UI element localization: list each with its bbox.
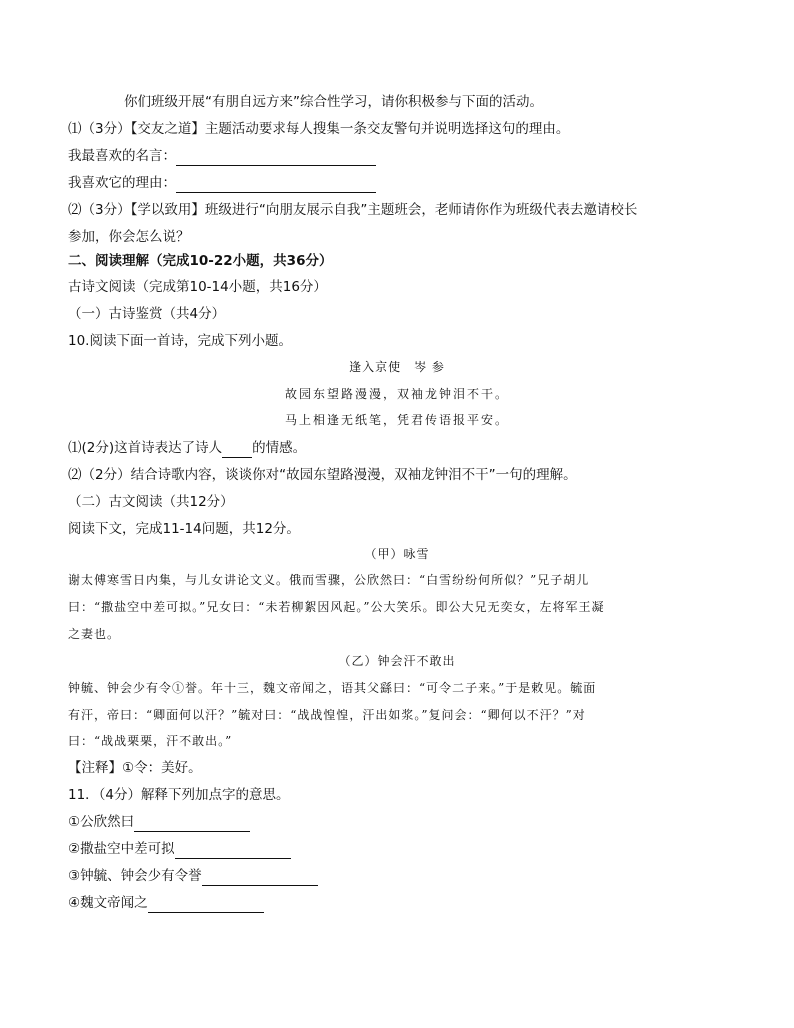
part2-heading: （二）古文阅读（共12分） xyxy=(68,494,234,510)
yi-title: （乙）钟会汗不敢出 xyxy=(338,654,456,668)
q11-stem: 11．（4分）解释下列加点字的意思。 xyxy=(68,787,290,803)
q1-label-a: 我最喜欢的名言： xyxy=(68,148,176,164)
q1-label-b: 我喜欢它的理由： xyxy=(68,175,176,191)
q11-item xyxy=(68,893,264,913)
answer-blank[interactable] xyxy=(202,869,318,886)
note-text: 【注释】①令：美好。 xyxy=(68,760,202,776)
intro-text: 你们班级开展“有朋自远方来”综合性学习，请你积极参与下面的活动。 xyxy=(124,94,543,110)
jia-title: （甲）咏雪 xyxy=(364,547,430,561)
q10-sub-b: ⑵（2分）结合诗歌内容，谈谈你对“故园东望路漫漫，双袖龙钟泪不干”一句的理解。 xyxy=(68,467,577,483)
part1-heading: （一）古诗鉴赏（共4分） xyxy=(68,306,226,322)
answer-blank[interactable] xyxy=(222,441,252,458)
poem-line2: 马上相逢无纸笔，凭君传语报平安。 xyxy=(284,413,509,427)
answer-blank[interactable] xyxy=(134,815,250,832)
q1-text: ⑴（3分）【交友之道】主题活动要求每人搜集一条交友警句并说明选择这句的理由。 xyxy=(68,121,570,137)
jia-line3: 之妻也。 xyxy=(68,627,121,641)
answer-blank[interactable] xyxy=(148,896,264,913)
yi-line1: 钟毓、钟会少有令①誉。年十三，魏文帝闻之，语其父繇曰：“可令二子来。”于是敕见。毓面 xyxy=(68,681,597,695)
answer-blank[interactable] xyxy=(175,842,291,859)
q11-item-label: ④魏文帝闻之 xyxy=(68,895,148,911)
jia-line1: 谢太傅寒雪日内集，与儿女讲论文义。俄而雪骤，公欣然曰：“白雪纷纷何所似？”兄子胡儿 xyxy=(68,573,590,587)
q10-sub-a-after: 的情感。 xyxy=(252,440,307,456)
q10-text: 10.阅读下面一首诗，完成下列小题。 xyxy=(68,333,292,349)
answer-blank[interactable] xyxy=(176,176,376,193)
q11-item-label: ③钟毓、钟会少有令誉 xyxy=(68,868,202,884)
q2-line1: ⑵（3分）【学以致用】班级进行“向朋友展示自我”主题班会，老师请你作为班级代表去邀请校长 xyxy=(68,202,638,218)
q2-line2: 参加，你会怎么说？ xyxy=(68,229,190,245)
q11-item-label: ①公欣然曰 xyxy=(68,814,135,830)
part2-instr: 阅读下文，完成11-14问题，共12分。 xyxy=(68,521,300,537)
q11-item xyxy=(68,839,291,859)
yi-line2: 有汗，帝曰：“卿面何以汗？”毓对曰：“战战惶惶，汗出如浆。”复问会：“卿何以不汗？”对 xyxy=(68,708,586,722)
yi-line3: 曰：“战战栗栗，汗不敢出。” xyxy=(68,734,233,748)
poem-line1: 故园东望路漫漫，双袖龙钟泪不干。 xyxy=(284,387,509,401)
section2-heading: 二、阅读理解（完成10-22小题，共36分） xyxy=(68,253,333,269)
q1-answer-b xyxy=(68,173,376,193)
jia-line2: 曰：“撒盐空中差可拟。”兄女曰：“未若柳絮因风起。”公大笑乐。即公大兄无奕女，左将军王凝 xyxy=(68,600,605,614)
section2-sub: 古诗文阅读（完成第10-14小题，共16分） xyxy=(68,279,327,295)
poem-title: 逢入京使 岑 参 xyxy=(349,360,445,374)
q10-sub-a-before: ⑴(2分)这首诗表达了诗人 xyxy=(68,440,223,456)
q11-item xyxy=(68,866,318,886)
q11-item-label: ②撒盐空中差可拟 xyxy=(68,841,175,857)
q10-sub-a xyxy=(68,438,306,458)
answer-blank[interactable] xyxy=(176,149,376,166)
q1-answer-a xyxy=(68,146,376,166)
q11-item xyxy=(68,812,250,832)
